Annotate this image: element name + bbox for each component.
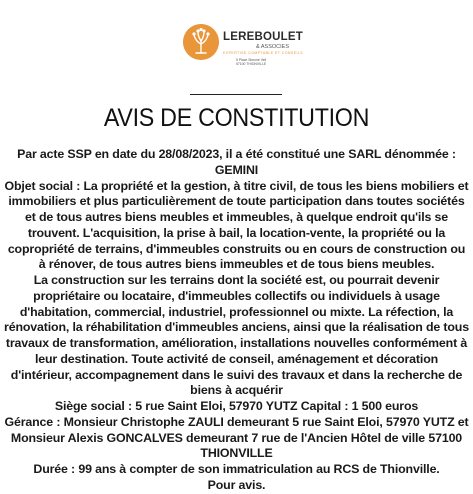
brand-tagline: EXPERTISE COMPTABLE ET CONSEILS	[223, 51, 304, 55]
paragraph-purpose: Objet social : La propriété et la gestion, à titre civil, de tous les biens mobiliers et immobiliers et plus particulièrement de toute participation dans toutes sociétés et de tous autres biens meubles et immeubles, à quelque endroit qu'ils se trouvent. L'acquisition, la prise à bail, la location-vente, la propriété ou la copropriété de terrains, d'immeubles construits ou en cours de construction ou à rénover, de tous autres biens immeubles et de tous biens meubles.	[4, 178, 469, 272]
brand-name: LEREBOULET	[223, 31, 303, 43]
paragraph-head-office: Siège social : 5 rue Saint Eloi, 57970 YUTZ Capital : 1 500 euros	[54, 399, 419, 413]
header	[0, 24, 473, 74]
logo-icon	[183, 24, 219, 60]
paragraph-construction: La construction sur les terrains dont la société est, ou pourrait devenir propriétaire ou locataire, d'immeubles collectifs ou individuels à usage d'habitation, commercial, industriel, professionnel ou mixte. La réfection, la rénovation, la réhabilitation d'immeubles anciens, ainsi que la réalisation de tous travaux de transformation, amélioration, installations nouvelles conformément à leur destination. Toute activité de conseil, aménagement et décoration d'intérieur, accompagnement dans le suivi des travaux et dans la recherche de biens à acquérir	[4, 273, 469, 398]
notice-body	[3, 147, 470, 494]
paragraph-closing: Pour avis.	[207, 477, 266, 492]
paragraph-act: Par acte SSP en date du 28/08/2023, il a été constitué une SARL dénommée : GEMINI	[17, 147, 456, 177]
tree-icon	[183, 24, 219, 60]
paragraph-duration: Durée : 99 ans à compter de son immatriculation au RCS de Thionville.	[33, 462, 440, 476]
brand-address-line2: 57100 THIONVILLE	[236, 62, 267, 66]
paragraph-management: Gérance : Monsieur Christophe ZAULI demeurant 5 rue Saint Eloi, 57970 YUTZ et Monsieur Alexis GONCALVES demeurant 7 rue de l'Ancien Hôtel de ville 57100 THIONVILLE	[4, 414, 469, 461]
notice-title: AVIS DE CONSTITUTION	[103, 104, 370, 132]
title-divider	[190, 94, 282, 95]
brand-address-line1: 5 Place Simone Veil	[236, 58, 267, 62]
brand-subtitle: & ASSOCIES	[256, 44, 290, 50]
brand-address	[236, 58, 266, 66]
